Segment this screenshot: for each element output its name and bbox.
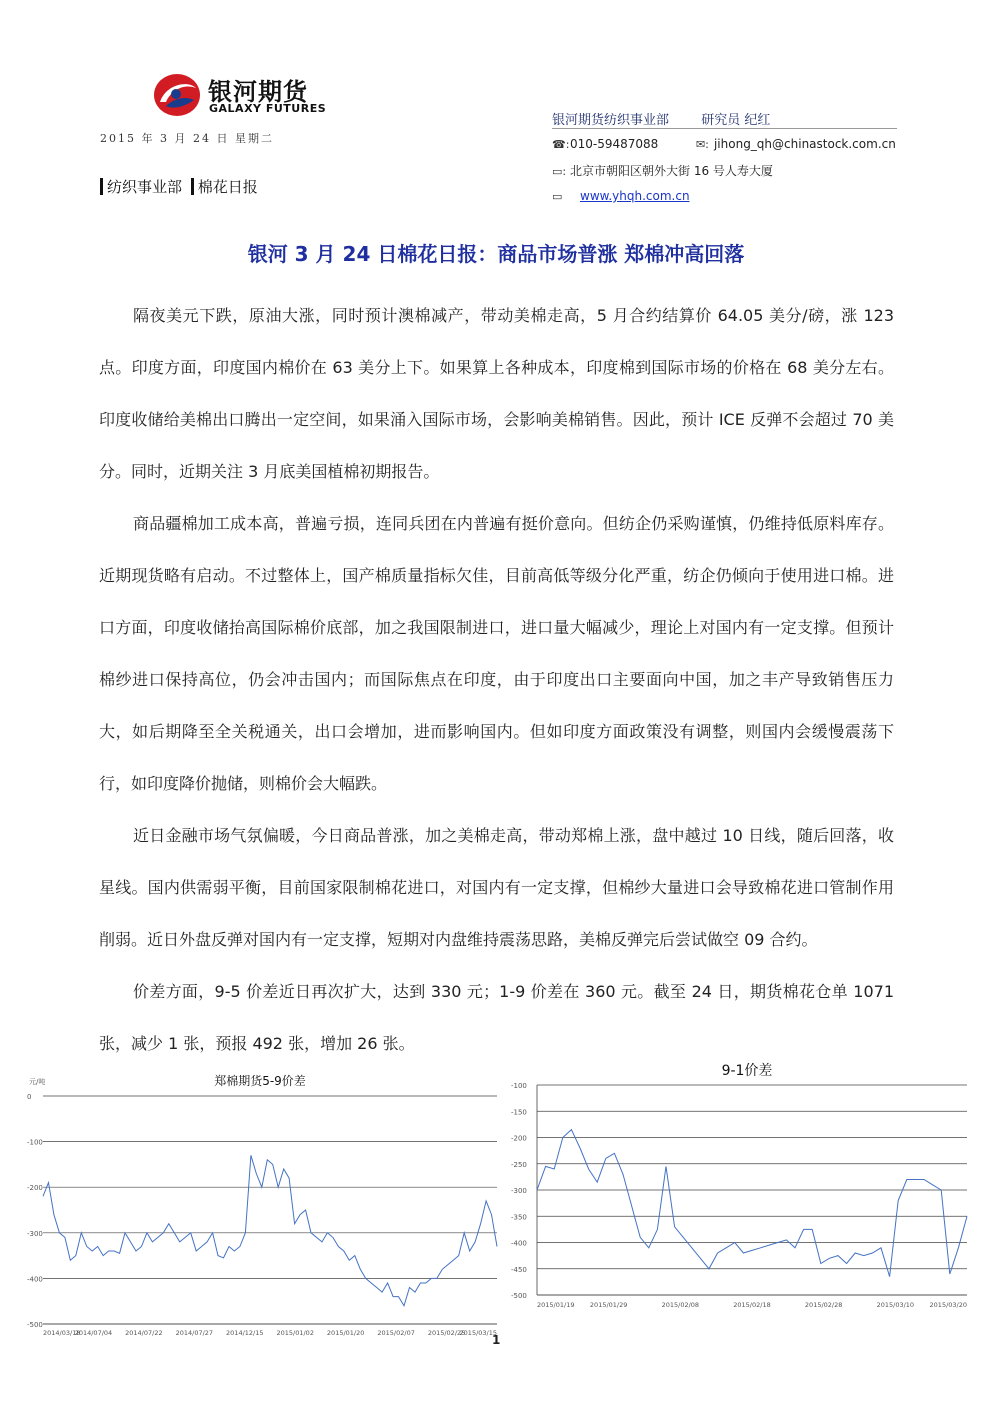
website-link[interactable]: www.yhqh.com.cn — [580, 189, 690, 203]
x-tick-label: 2015/02/25 — [427, 1329, 466, 1337]
logo-chinese-name: 银河期货 — [208, 78, 308, 106]
y-tick-label: -250 — [511, 1160, 527, 1169]
y-tick-label: 0 — [27, 1093, 32, 1101]
x-tick-label: 2014/03/18 — [43, 1329, 81, 1337]
y-axis-label: 元/吨 — [29, 1078, 46, 1086]
contact-address: 北京市朝阳区朝外大街 16 号人寿大厦 — [570, 164, 773, 178]
paragraph-3: 近日金融市场气氛偏暖，今日商品普涨，加之美棉走高，带动郑棉上涨，盘中越过 10 日线，随后回落，收星线。国内供需弱平衡，目前国家限制棉花进口，对国内有一定支撑，但棉纱大量进口会导致棉花进口管制作用削弱。近日外盘反弹对国内有一定支撑，短期对内盘维持震荡思路，美棉反弹完后尝试做空 09 合约。 — [99, 826, 894, 949]
x-tick-label: 2014/07/22 — [125, 1329, 163, 1337]
chart-5-9-svg — [25, 1068, 500, 1343]
x-tick-label: 2014/07/27 — [175, 1329, 214, 1337]
x-tick-label: 2015/03/15 — [459, 1329, 497, 1337]
report-type-label: 棉花日报 — [197, 178, 258, 196]
x-tick-label: 2015/02/18 — [733, 1301, 771, 1309]
paragraph-4: 价差方面，9-5 价差近日再次扩大，达到 330 元；1-9 价差在 360 元。截至 24 日，期货棉花仓单 1071 张，减少 1 张，预报 492 张，增加 26 张。 — [99, 982, 894, 1053]
x-tick-label: 2015/01/29 — [589, 1301, 628, 1309]
phone-icon: ☎: — [552, 138, 570, 151]
category-bar — [191, 178, 194, 195]
y-tick-label: -300 — [27, 1229, 43, 1238]
contact-website-row — [552, 189, 690, 203]
x-tick-label: 2015/02/07 — [377, 1329, 415, 1337]
y-tick-label: -200 — [511, 1134, 527, 1143]
y-tick-label: -300 — [511, 1187, 527, 1195]
chart-9-1-spread — [505, 1058, 975, 1328]
contact-analyst: 研究员 纪红 — [701, 113, 771, 128]
address-icon: ▭: — [552, 165, 567, 178]
paragraph-2: 商品疆棉加工成本高，普遍亏损，连同兵团在内普遍有挺价意向。但纺企仍采购谨慎，仍维持低原料库存。近期现货略有启动。不过整体上，国产棉质量指标欠佳，目前高低等级分化严重，纺企仍倾向于使用进口棉。进口方面，印度收储抬高国际棉价底部，加之我国限制进口，进口量大幅减少，理论上对国内有一定支撑。但预计棉纱进口保持高位，仍会冲击国内；而国际焦点在印度，由于印度出口主要面向中国，加之丰产导致销售压力大，如后期降至全关税通关，出口会增加，进而影响国内。但如印度方面政策没有调整，则国内会缓慢震荡下行，如印度降价抛储，则棉价会大幅跌。 — [99, 514, 894, 793]
y-tick-label: -450 — [511, 1265, 527, 1274]
chart-title: 郑棉期货5-9价差 — [214, 1074, 306, 1088]
x-tick-label: 2014/07/04 — [74, 1329, 113, 1337]
category-bar — [100, 178, 103, 195]
report-title: 银河 3 月 24 日棉花日报：商品市场普涨 郑棉冲高回落 — [247, 242, 745, 266]
y-tick-label: -400 — [511, 1239, 527, 1248]
series-line — [537, 1130, 967, 1277]
chart-title: 9-1价差 — [721, 1063, 773, 1079]
contact-phone: 010-59487088 — [570, 137, 659, 151]
y-tick-label: -400 — [27, 1275, 43, 1284]
y-tick-label: -500 — [27, 1321, 43, 1329]
y-tick-label: -100 — [27, 1138, 43, 1147]
email-icon: ✉: — [695, 138, 709, 151]
x-tick-label: 2015/01/19 — [537, 1301, 575, 1309]
report-date: 2015 年 3 月 24 日 星期二 — [100, 132, 274, 145]
report-category — [100, 176, 258, 197]
paragraph-1: 隔夜美元下跌，原油大涨，同时预计澳棉减产，带动美棉走高，5 月合约结算价 64.05 美分/磅，涨 123 点。印度方面，印度国内棉价在 63 美分上下。如果算上各种成本，印度棉到国际市场的价格在 68 美分左右。印度收储给美棉出口腾出一定空间，如果涌入国际市场，会影响美棉销售。因此，预计 ICE 反弹不会超过 70 美分。同时，近期关注 3 月底美国植棉初期报告。 — [99, 306, 894, 481]
y-tick-label: -350 — [511, 1213, 527, 1222]
page-number: 1 — [492, 1333, 501, 1347]
contact-header — [552, 109, 770, 128]
logo-english-name: GALAXY FUTURES — [209, 102, 327, 115]
x-tick-label: 2015/02/28 — [804, 1301, 843, 1309]
y-tick-label: -150 — [511, 1108, 527, 1117]
computer-icon: ▭ — [552, 190, 563, 203]
contact-dept: 银河期货纺织事业部 — [552, 113, 670, 128]
x-tick-label: 2015/03/20 — [929, 1301, 967, 1309]
dept-label: 纺织事业部 — [107, 178, 183, 196]
y-tick-label: -100 — [511, 1082, 527, 1090]
chart-5-9-spread — [25, 1068, 500, 1343]
chart-9-1-svg — [505, 1058, 975, 1328]
x-tick-label: 2014/12/15 — [226, 1329, 264, 1337]
x-tick-label: 2015/01/20 — [326, 1329, 365, 1337]
contact-email: jihong_qh@chinastock.com.cn — [713, 137, 896, 151]
galaxy-logo-icon — [152, 72, 202, 118]
series-line — [43, 1155, 497, 1306]
contact-divider — [552, 128, 897, 129]
y-tick-label: -200 — [27, 1184, 43, 1193]
x-tick-label: 2015/02/08 — [661, 1301, 700, 1309]
contact-phone-row — [552, 137, 896, 151]
x-tick-label: 2015/01/02 — [276, 1329, 314, 1337]
y-tick-label: -500 — [511, 1292, 527, 1300]
contact-address-row — [552, 162, 773, 179]
x-tick-label: 2015/03/10 — [876, 1301, 915, 1309]
